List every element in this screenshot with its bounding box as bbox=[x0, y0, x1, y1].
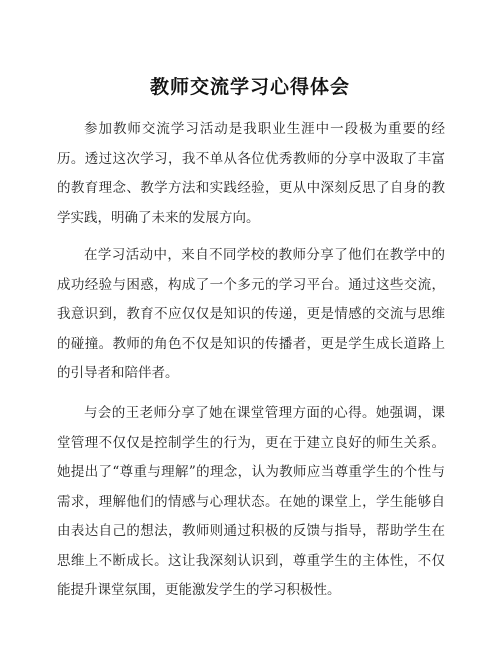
paragraph-3: 与会的王老师分享了她在课堂管理方面的心得。她强调，课堂管理不仅仅是控制学生的行为，更在于建立良好的师生关系。她提出了“尊重与理解”的理念，认为教师应当尊重学生的个性与需求，理解他们的情感与心理状态。在她的课堂上，学生能够自由表达自己的想法，教师则通过积极的反馈与指导，帮助学生在思维上不断成长。这让我深刻认识到，尊重学生的主体性，不仅能提升课堂氛围，更能激发学生的学习积极性。 bbox=[57, 405, 445, 598]
document-title: 教师交流学习心得体会 bbox=[149, 75, 350, 98]
paragraph-1: 参加教师交流学习活动是我职业生涯中一段极为重要的经历。透过这次学习，我不单从各位优秀教师的分享中汲取了丰富的教育理念、教学方法和实践经验，更从中深刻反思了自身的教学实践，明确了未来的发展方向。 bbox=[57, 121, 445, 226]
paragraph-2: 在学习活动中，来自不同学校的教师分享了他们在教学中的成功经验与困惑，构成了一个多元的学习平台。通过这些交流，我意识到，教育不应仅仅是知识的传递，更是情感的交流与思维的碰撞。教师的角色不仅是知识的传播者，更是学生成长道路上的引导者和陪伴者。 bbox=[57, 247, 445, 381]
